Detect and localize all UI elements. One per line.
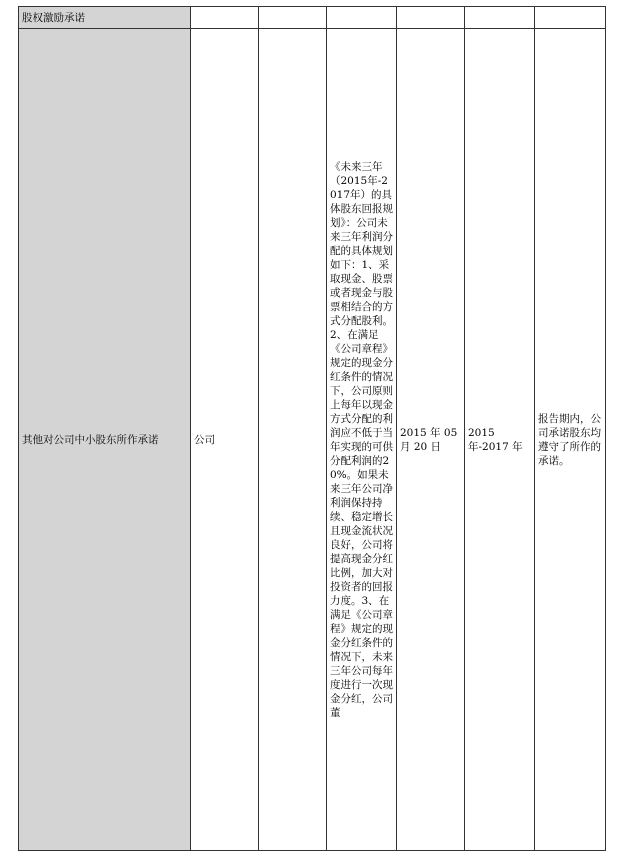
row-label-equity-incentive: 股权激励承诺 <box>19 7 191 29</box>
empty-cell <box>327 7 397 29</box>
commitment-content: 《未来三年（2015年-2017年）的具体股东回报规划》：公司未来三年利润分配的具体规划如下：1、采取现金、股票或者现金与股票相结合的方式分配股利。2、在满足《公司章程》规定的现金分红条件的情况下，公司原则上每年以现金方式分配的利润应不低于当年实现的可供分配利润的20%。如果未来三年公司净利润保持持续、稳定增长且现金流状况良好，公司将提高现金分红比例，加大对投资者的回报力度。3、在满足《公司章程》规定的现金分红条件的情况下，未来三年公司每年度进行一次现金分红，公司董 <box>327 29 397 851</box>
row-label-minority-shareholders: 其他对公司中小股东所作承诺 <box>19 29 191 851</box>
commitment-party: 公司 <box>191 29 259 851</box>
empty-cell <box>259 7 327 29</box>
empty-cell <box>191 7 259 29</box>
table-row <box>19 29 606 851</box>
commitment-date: 2015 年 05 月 20 日 <box>397 29 465 851</box>
fulfillment-status: 报告期内，公司承诺股东均遵守了所作的承诺。 <box>535 29 606 851</box>
commitment-term: 2015 年-2017 年 <box>465 29 535 851</box>
commitments-table <box>18 6 606 851</box>
empty-cell <box>397 7 465 29</box>
empty-cell <box>535 7 606 29</box>
commitment-type <box>259 29 327 851</box>
table-row <box>19 7 606 29</box>
empty-cell <box>465 7 535 29</box>
